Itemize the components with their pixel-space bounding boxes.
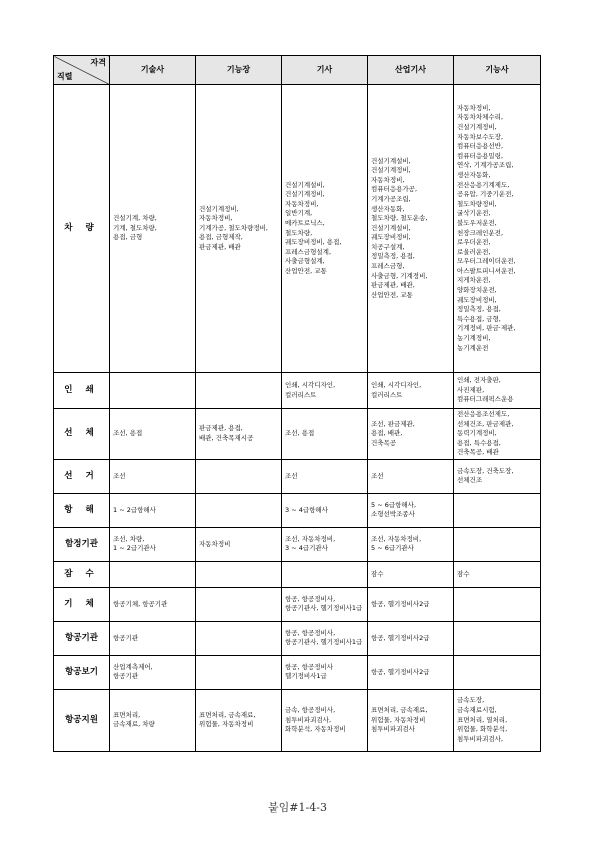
row-header: 항공지원: [54, 689, 110, 751]
cell-text: 건설기계설비, 건설기계정비, 자동차정비, 컴퓨터응용가공, 기계가공조립, 생산자동화, 철도차량, 철도운송, 건설기계설비, 궤도장비정비, 치공구설계, 정밀측정, 용접, 프레스금형, 사출금형, 기계정비, 판금제관, 배관, 산업안전, 교통: [371, 156, 428, 299]
table-cell: [454, 689, 541, 751]
table-cell: [196, 621, 282, 655]
table-cell: [110, 621, 196, 655]
qualification-table: [53, 55, 541, 752]
table-cell: [454, 621, 541, 655]
table-cell: [368, 655, 454, 689]
table-body: [54, 85, 541, 752]
table-cell: [454, 493, 541, 527]
cell-text: 표면처리, 금속재료, 위험물, 자동차정비: [199, 710, 256, 729]
table-cell: [196, 689, 282, 751]
table-cell: [368, 527, 454, 561]
cell-text: 금속도장, 금속재료시험, 표면처리, 열처리, 위험물, 화학분석, 침투비파괴검사,: [457, 696, 508, 743]
page-footer: 붙임#1-4-3: [268, 801, 327, 814]
cell-text: 전산응용조선제도, 선체건조, 판금제관, 동력기계정비, 용접, 특수용접, 건축목공, 배관: [457, 410, 514, 457]
table-row: [54, 409, 541, 460]
cell-text: 조선, 차량, 1 ~ 2급기관사: [113, 534, 156, 553]
column-header: 기능사: [454, 56, 541, 85]
table-cell: [282, 689, 368, 751]
cell-text: 조선, 자동차정비, 5 ~ 6급기관사: [371, 534, 422, 553]
cell-text: 산업계측제어, 항공기관: [113, 662, 153, 681]
table-cell: [454, 587, 541, 621]
cell-text: 자동차정비: [199, 539, 231, 548]
cell-text: 인쇄, 시각디자인, 컬러리스트: [285, 380, 336, 399]
column-header: 산업기사: [368, 56, 454, 85]
table-cell: [110, 527, 196, 561]
cell-text: 건설기계, 차량, 기계, 철도차량, 용접, 금형: [113, 214, 157, 242]
cell-text: 항공, 항공정비사 헬기정비사1급: [285, 662, 334, 681]
table-row: [54, 493, 541, 527]
table-cell: [110, 587, 196, 621]
table-row: [54, 587, 541, 621]
table-cell: [454, 409, 541, 460]
table-row: [54, 85, 541, 373]
corner-qualification-label: 자격: [90, 58, 106, 67]
table-cell: [368, 493, 454, 527]
row-header: 기 체: [54, 587, 110, 621]
table-cell: [282, 85, 368, 373]
table-cell: [454, 561, 541, 587]
table-cell: [454, 85, 541, 373]
row-header: 함정기관: [54, 527, 110, 561]
cell-text: 5 ~ 6급항해사, 소형선박조종사: [371, 500, 417, 519]
table-cell: [282, 527, 368, 561]
cell-text: 자동차정비, 자동차차체수리, 건설기계정비, 자동차보수도장, 컴퓨터응용선반, 컴퓨터응용밀링, 연삭, 기계가공조립, 생산자동화, 전산응용기계제도, 공유압, 기중기운전, 철도차량정비, 굴삭기운전, 불도우저운전, 천장크레인운전, 로우더운전, 로울러운전, 모우터그레이더운전, 아스팔트피니셔운전, 지게차운전, 양화장치운전, 궤도장비정비, 정밀측정, 용접, 특수용접, 금형, 기계정비, 판금·제관, 농기계정비, 농기계운전: [457, 103, 516, 352]
table-cell: [110, 373, 196, 409]
cell-text: 금속도장, 건축도장, 선체건조: [457, 466, 514, 485]
table-cell: [196, 587, 282, 621]
table-cell: [196, 459, 282, 493]
table-cell: [196, 85, 282, 373]
row-header: 항 해: [54, 493, 110, 527]
table-cell: [110, 409, 196, 460]
table-cell: [110, 561, 196, 587]
cell-text: 건설기계설비, 건설기계정비, 자동차정비, 일반기계, 메카트로닉스, 철도차량, 궤도장비정비, 용접, 프레스금형설계, 사출금형설계, 산업안전, 교통: [285, 180, 342, 275]
cell-text: 잠수: [457, 569, 470, 578]
cell-text: 인쇄, 시각디자인, 컬러리스트: [371, 380, 422, 399]
table-cell: [368, 587, 454, 621]
table-cell: [282, 459, 368, 493]
cell-text: 항공, 헬기정비사2급: [371, 599, 430, 608]
cell-text: 항공, 항공정비사, 항공기관사, 헬기정비사1급: [285, 594, 363, 613]
table-cell: [368, 409, 454, 460]
cell-text: 항공기체, 항공기관: [113, 599, 168, 608]
cell-text: 1 ~ 2급항해사: [113, 505, 156, 514]
row-header: 잠 수: [54, 561, 110, 587]
table-cell: [368, 459, 454, 493]
table-cell: [368, 85, 454, 373]
cell-text: 판금제관, 용접, 배관, 건축목재시공: [199, 424, 254, 442]
header-row: [54, 56, 541, 85]
cell-text: 조선, 판금제관, 용접, 배관, 건축목공: [371, 419, 415, 447]
table-cell: [110, 85, 196, 373]
cell-text: 조선, 용접: [113, 429, 143, 438]
cell-text: 항공, 항공정비사, 항공기관사, 헬기정비사1급: [285, 628, 363, 647]
cell-text: 잠수: [371, 569, 384, 578]
table-cell: [196, 561, 282, 587]
table-row: [54, 655, 541, 689]
cell-text: 조선, 자동차정비, 3 ~ 4급기관사: [285, 534, 336, 553]
row-header: 선 거: [54, 459, 110, 493]
row-header: 차 량: [54, 85, 110, 373]
table-row: [54, 527, 541, 561]
table-cell: [110, 655, 196, 689]
table-cell: [196, 655, 282, 689]
table-cell: [282, 561, 368, 587]
table-cell: [196, 409, 282, 460]
table-cell: [196, 493, 282, 527]
table-cell: [282, 655, 368, 689]
row-header: 항공기관: [54, 621, 110, 655]
cell-text: 조선: [285, 471, 298, 480]
table-cell: [110, 689, 196, 751]
table-cell: [454, 373, 541, 409]
table-cell: [196, 527, 282, 561]
table-cell: [282, 587, 368, 621]
table-cell: [110, 459, 196, 493]
row-header: 선 체: [54, 409, 110, 460]
table-cell: [196, 373, 282, 409]
cell-text: 항공, 헬기정비사2급: [371, 667, 430, 676]
column-header: 기술사: [110, 56, 196, 85]
table-cell: [368, 373, 454, 409]
table-cell: [282, 409, 368, 460]
row-header: 인 쇄: [54, 373, 110, 409]
column-header: 기사: [282, 56, 368, 85]
table-row: [54, 561, 541, 587]
table-cell: [282, 493, 368, 527]
cell-text: 3 ~ 4급항해사: [285, 505, 328, 514]
cell-text: 건설기계정비, 자동차정비, 기계가공, 철도차량정비, 용접, 금형제작, 판금제관, 배관: [199, 204, 268, 251]
column-header: 기능장: [196, 56, 282, 85]
cell-text: 항공, 헬기정비사2급: [371, 633, 430, 642]
row-header: 항공보기: [54, 655, 110, 689]
table-cell: [454, 527, 541, 561]
table-cell: [110, 493, 196, 527]
corner-series-label: 직렬: [57, 72, 73, 82]
table-row: [54, 373, 541, 409]
table-cell: [368, 689, 454, 751]
cell-text: 항공기관: [113, 633, 139, 642]
cell-text: 인쇄, 전자출판, 사진제판, 컴퓨터그래픽스운용: [457, 376, 514, 404]
corner-header: [54, 56, 110, 85]
cell-text: 표면처리, 금속재료, 차량: [113, 710, 155, 729]
table-row: [54, 459, 541, 493]
cell-text: 조선: [371, 471, 384, 480]
table-cell: [454, 655, 541, 689]
table-cell: [368, 561, 454, 587]
table-cell: [282, 373, 368, 409]
cell-text: 표면처리, 금속재료, 위험물, 자동차정비 침투비파괴검사: [371, 706, 428, 734]
table-cell: [282, 621, 368, 655]
cell-text: 조선, 용접: [285, 429, 315, 438]
table-cell: [454, 459, 541, 493]
table-row: [54, 689, 541, 751]
cell-text: 조선: [113, 471, 126, 480]
table-row: [54, 621, 541, 655]
table-cell: [368, 621, 454, 655]
cell-text: 금속, 항공정비사, 침투비파괴검사, 화학분석, 자동차정비: [285, 706, 346, 734]
